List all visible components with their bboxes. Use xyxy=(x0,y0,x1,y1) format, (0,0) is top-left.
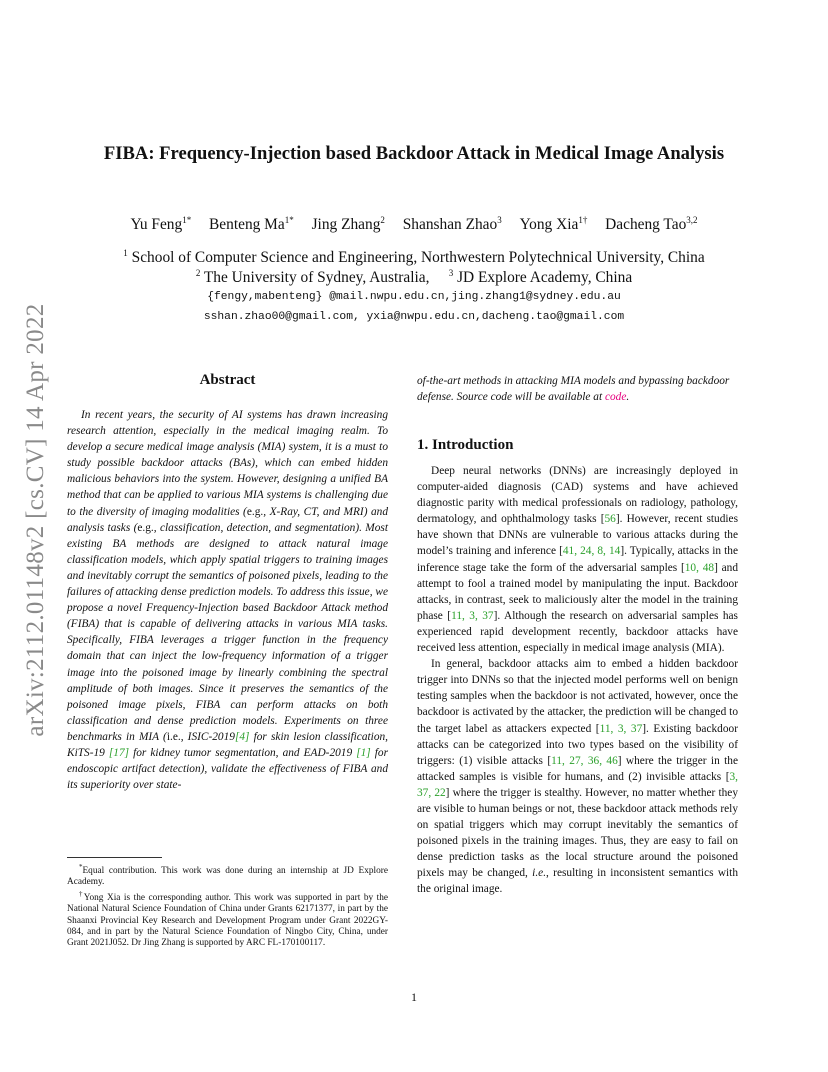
abstract-heading: Abstract xyxy=(199,372,256,388)
footnote-rule xyxy=(67,857,162,858)
affiliation-2-3: $^2$ The University of Sydney, Australia, $^3$ JD Explore Academy, China xyxy=(195,268,633,286)
email-line-2: sshan.zhao00@gmail.com, yxia@nwpu.edu.cn,dacheng.tao@gmail.com xyxy=(203,311,625,323)
citation-link[interactable]: [4] xyxy=(234,730,250,743)
introduction-heading: 1. Introduction xyxy=(417,437,514,453)
citation-link[interactable]: 41, 24, 8, 14 xyxy=(562,545,621,558)
arxiv-stamp-text: arXiv:2112.01148v2 [cs.CV] 14 Apr 2022 xyxy=(22,303,49,737)
author: Benteng $Ma^{1*}$ xyxy=(209,215,294,233)
introduction-body xyxy=(417,463,738,898)
citation-link[interactable]: 10, 48 xyxy=(684,561,715,574)
footnote-2: †Yong Xia is the corresponding author. This work was supported in part by the National Natural Science Foundation of China under Grants 62171377, in part by the Shaanxi Provincial Key Research and Development Program under Grant 2022GY-084, and in part by the Natural Science Foundation of Ningbo City, China, under Grant 2021J052. Dr Jing Zhang is supported by ARC FL-170100117. xyxy=(67,889,389,949)
author: Shanshan Zhao$^3$ xyxy=(402,215,502,233)
affiliation-1: $^1$ School of Computer Science and Engineering, Northwestern Polytechnical University, China xyxy=(123,248,705,266)
citation-link[interactable]: 11, 27, 36, 46 xyxy=(551,754,618,767)
citation-link[interactable]: 11, 3, 37 xyxy=(451,609,494,622)
abstract-body: In recent years, the security of AI systems has drawn increasing research attention, especially in the medical imaging realm. To develop a secure medical image analysis (MIA) system, it is a must to study possible backdoor attacks (BAs), which can embed hidden malicious behaviors into the system. However, designing a unified BA method that can be applied to various MIA systems is challenging due to the diversity of imaging modalities (e.g., X-Ray, CT, and MRI) and analysis tasks (e.g., classification, detection, and segmentation). Most existing BA methods are designed to attack natural image classification models, which apply spatial triggers to training images and inevitably corrupt the semantics of poisoned pixels, leading to the failures of attacking dense prediction models. To address this issue, we propose a novel Frequency-Injection based Backdoor Attack method (FIBA) that is capable of delivering attacks in various MIA tasks. Specifically, FIBA leverages a trigger function in the frequency domain that can inject the low-frequency information of a trigger image into the poisoned image by linearly combining the spectral amplitude of both images. Since it preserves the semantics of the poisoned image pixels, FIBA can perform attacks on both classification and dense prediction models. Experiments on three benchmarks in MIA (i.e., ISIC-2019[4] for skin lesion classification, KiTS-19 [17] for kidney tumor segmentation, and EAD-2019 [1] for endoscopic artifact detection), validate the effectiveness of FIBA and its superiority over state- xyxy=(67,409,389,792)
author: Dacheng Tao$^{3,2}$ xyxy=(605,215,698,233)
abstract-continuation: of-the-art methods in attacking MIA models and bypassing backdoor defense. Source code will be available at code. xyxy=(417,375,730,404)
paragraph: Deep neural networks (DNNs) are increasingly deployed in computer-aided diagnosis (CAD) systems and have achieved diagnostic parity with medical professionals on radiology, pathology, dermatology, and ophthalmology tasks [56]. However, recent studies have shown that DNNs are vulnerable to various attacks during the model’s training and inference [41, 24, 8, 14]. Typically, attacks in the inference stage take the form of the adversarial samples [10, 48] and attempt to fool a trained model by manipulating the input. Backdoor attacks, in contrast, seek to maliciously alter the model in the training phase [11, 3, 37]. Although the research on adversarial samples has experienced rapid development recently, backdoor attacks have received less attention, especially in medical image analysis (MIA). xyxy=(417,465,739,655)
arxiv-stamp xyxy=(6,280,66,760)
email-line-1: {fengy,mabenteng} @mail.nwpu.edu.cn,jing.zhang1@sydney.edu.au xyxy=(207,291,621,303)
citation-link[interactable]: 56 xyxy=(604,513,616,526)
footnotes xyxy=(67,862,388,950)
citation-link[interactable]: 3, 37, 22 xyxy=(417,770,738,799)
footnote-1: *Equal contribution. This work was done during an internship at JD Explore Academy. xyxy=(67,863,388,888)
author: Yu Feng$^{1*}$ xyxy=(130,215,192,233)
author: Jing Zhang$^2$ xyxy=(311,215,385,233)
author-list xyxy=(60,215,768,234)
citation-link[interactable]: [1] xyxy=(356,746,371,759)
paragraph: In general, backdoor attacks aim to embed a hidden backdoor trigger into DNNs so that the injected model performs well on benign testing samples when the backdoor is not activated, however, once the backdoor is activated by the attacker, the prediction will be changed to the target label as attackers expected [11, 3, 37]. Existing backdoor attacks can be categorized into two types based on the visibility of triggers: (1) visible attacks [11, 27, 36, 46] where the trigger in the attacked samples is visible for humans, and (2) invisible attacks [3, 37, 22] where the trigger is stealthy. However, no matter whether they are visible to human beings or not, these backdoor attack methods rely on spatial triggers which may corrupt inevitably the semantics of poisoned pixels in the training images. Thus, they are easy to fail on dense prediction tasks as the local structure around the poisoned pixels may be changed, i.e., resulting in inconsistent semantics with the original image. xyxy=(417,658,739,896)
page-number: 1 xyxy=(411,990,417,1004)
author: Yong Xia$^{1\dagger}$ xyxy=(519,215,588,233)
citation-link[interactable]: [17] xyxy=(108,746,130,759)
citation-link[interactable]: 11, 3, 37 xyxy=(599,722,643,735)
code-link[interactable]: code xyxy=(604,391,627,404)
paper-title: FIBA: Frequency-Injection based Backdoor Attack in Medical Image Analysis xyxy=(103,143,725,164)
